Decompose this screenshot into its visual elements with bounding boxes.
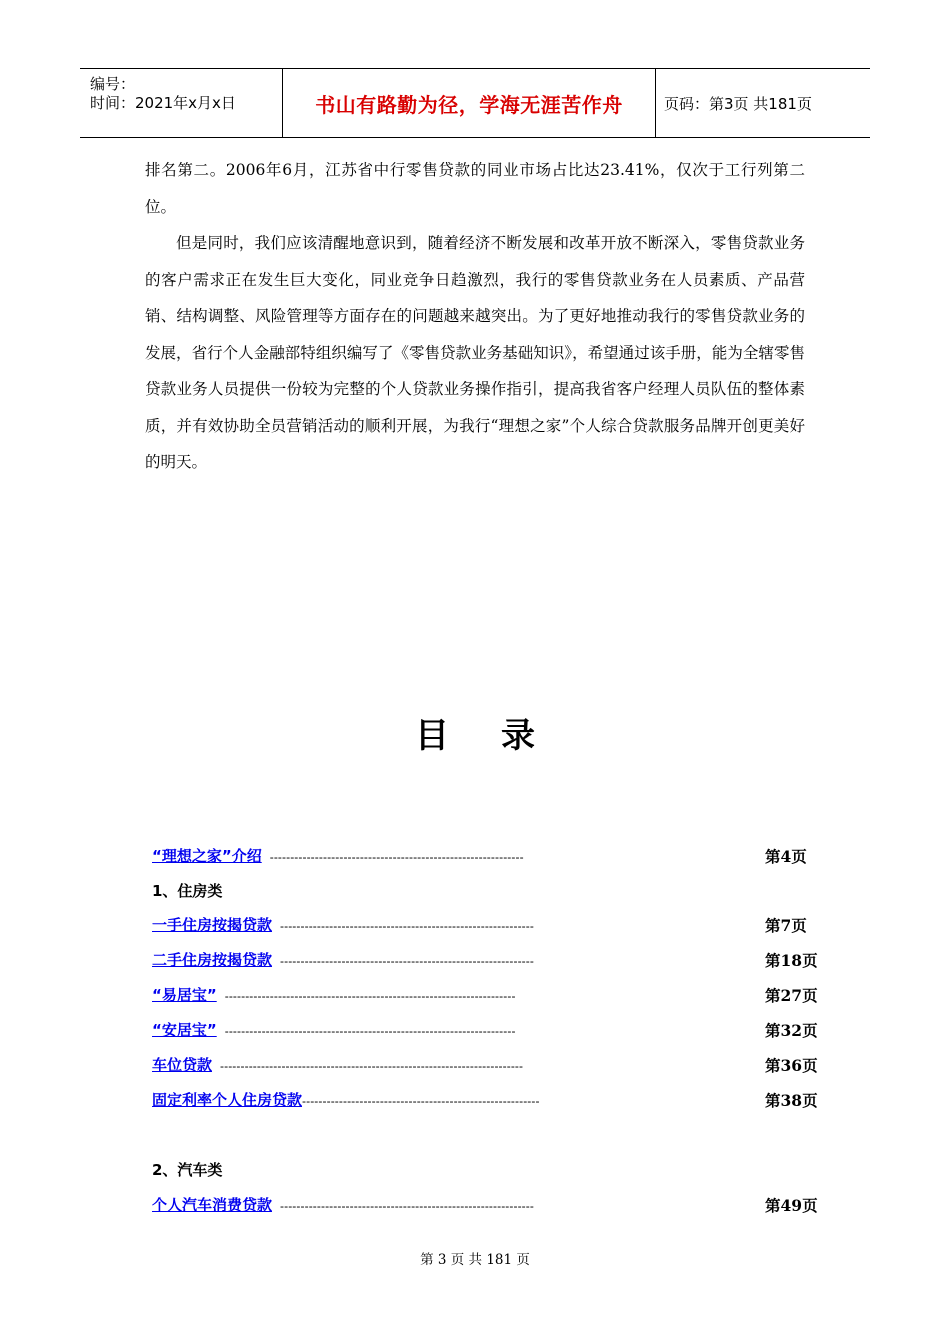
header-meta — [80, 69, 282, 137]
toc-page-number: 第4页 — [765, 847, 807, 866]
header-motto: 书山有路勤为径，学海无涯苦作舟 — [282, 69, 656, 137]
toc-leader: -------------------------------------------------------------------------- — [220, 1059, 524, 1073]
body-paragraph-2: 但是同时，我们应该清醒地意识到，随着经济不断发展和改革开放不断深入，零售贷款业务的客户需求正在发生巨大变化，同业竞争日趋激烈，我行的零售贷款业务在人员素质、产品营销、结构调整、风险管理等方面存在的问题越来越突出。为了更好地推动我行的零售贷款业务的发展，省行个人金融部特组织编写了《零售贷款业务基础知识》，希望通过该手册，能为全辖零售贷款业务人员提供一份较为完整的个人贷款业务操作指引，提高我省客户经理人员队伍的整体素质，并有效协助全员营销活动的顺利开展，为我行“理想之家”个人综合贷款服务品牌开创更美好的明天。 — [145, 234, 805, 471]
toc-entry — [152, 984, 516, 1008]
toc-title: 目录 — [415, 716, 587, 756]
toc-entry — [152, 1089, 540, 1113]
toc-link-auto-loan[interactable]: 个人汽车消费贷款 — [152, 1196, 273, 1214]
document-number-label: 编号： — [90, 75, 136, 93]
toc-page-number: 第38页 — [765, 1091, 818, 1110]
toc-entry — [152, 949, 534, 973]
toc-leader: ---------------------------------------------------------- — [302, 1094, 540, 1108]
toc-leader: -------------------------------------------------------------- — [269, 850, 524, 864]
page-header — [80, 68, 870, 138]
toc-leader: -------------------------------------------------------------- — [280, 1199, 534, 1213]
toc-page-number: 第27页 — [765, 986, 818, 1005]
toc-leader: -------------------------------------------------------------- — [280, 919, 534, 933]
toc-link-anjubao[interactable]: “安居宝” — [152, 1021, 217, 1039]
toc-entry — [152, 914, 534, 938]
toc-entry — [152, 1054, 523, 1078]
toc-section-auto: 2、汽车类 — [152, 1161, 223, 1179]
toc-link-fixed-rate-housing-loan[interactable]: 固定利率个人住房贷款 — [152, 1091, 303, 1109]
header-page-info: 页码：第3页 共181页 — [664, 94, 812, 113]
toc-link-parking-loan[interactable]: 车位贷款 — [152, 1056, 213, 1074]
toc-page-number: 第32页 — [765, 1021, 818, 1040]
toc-entry — [152, 845, 524, 869]
toc-link-second-hand-mortgage[interactable]: 二手住房按揭贷款 — [152, 951, 273, 969]
toc-entry — [152, 1019, 516, 1043]
toc-page-number: 第36页 — [765, 1056, 818, 1075]
toc-page-number: 第7页 — [765, 916, 807, 935]
toc-section-housing: 1、住房类 — [152, 882, 223, 900]
body-paragraph-1: 排名第二。2006年6月，江苏省中行零售贷款的同业市场占比达23.41%，仅次于工行列第二位。 — [145, 161, 805, 216]
toc-leader: ----------------------------------------------------------------------- — [224, 1024, 516, 1038]
toc-leader: -------------------------------------------------------------- — [280, 954, 534, 968]
toc-leader: ----------------------------------------------------------------------- — [224, 989, 516, 1003]
toc-link-first-hand-mortgage[interactable]: 一手住房按揭贷款 — [152, 916, 273, 934]
toc-entry — [152, 1194, 534, 1218]
toc-link-yijubao[interactable]: “易居宝” — [152, 986, 217, 1004]
toc-link-lixiang-home[interactable]: “理想之家”介绍 — [152, 847, 262, 865]
toc-page-number: 第49页 — [765, 1196, 818, 1215]
page-footer: 第 3 页 共 181 页 — [420, 1252, 530, 1268]
document-time-label: 时间：2021年x月x日 — [90, 94, 236, 112]
toc-page-number: 第18页 — [765, 951, 818, 970]
